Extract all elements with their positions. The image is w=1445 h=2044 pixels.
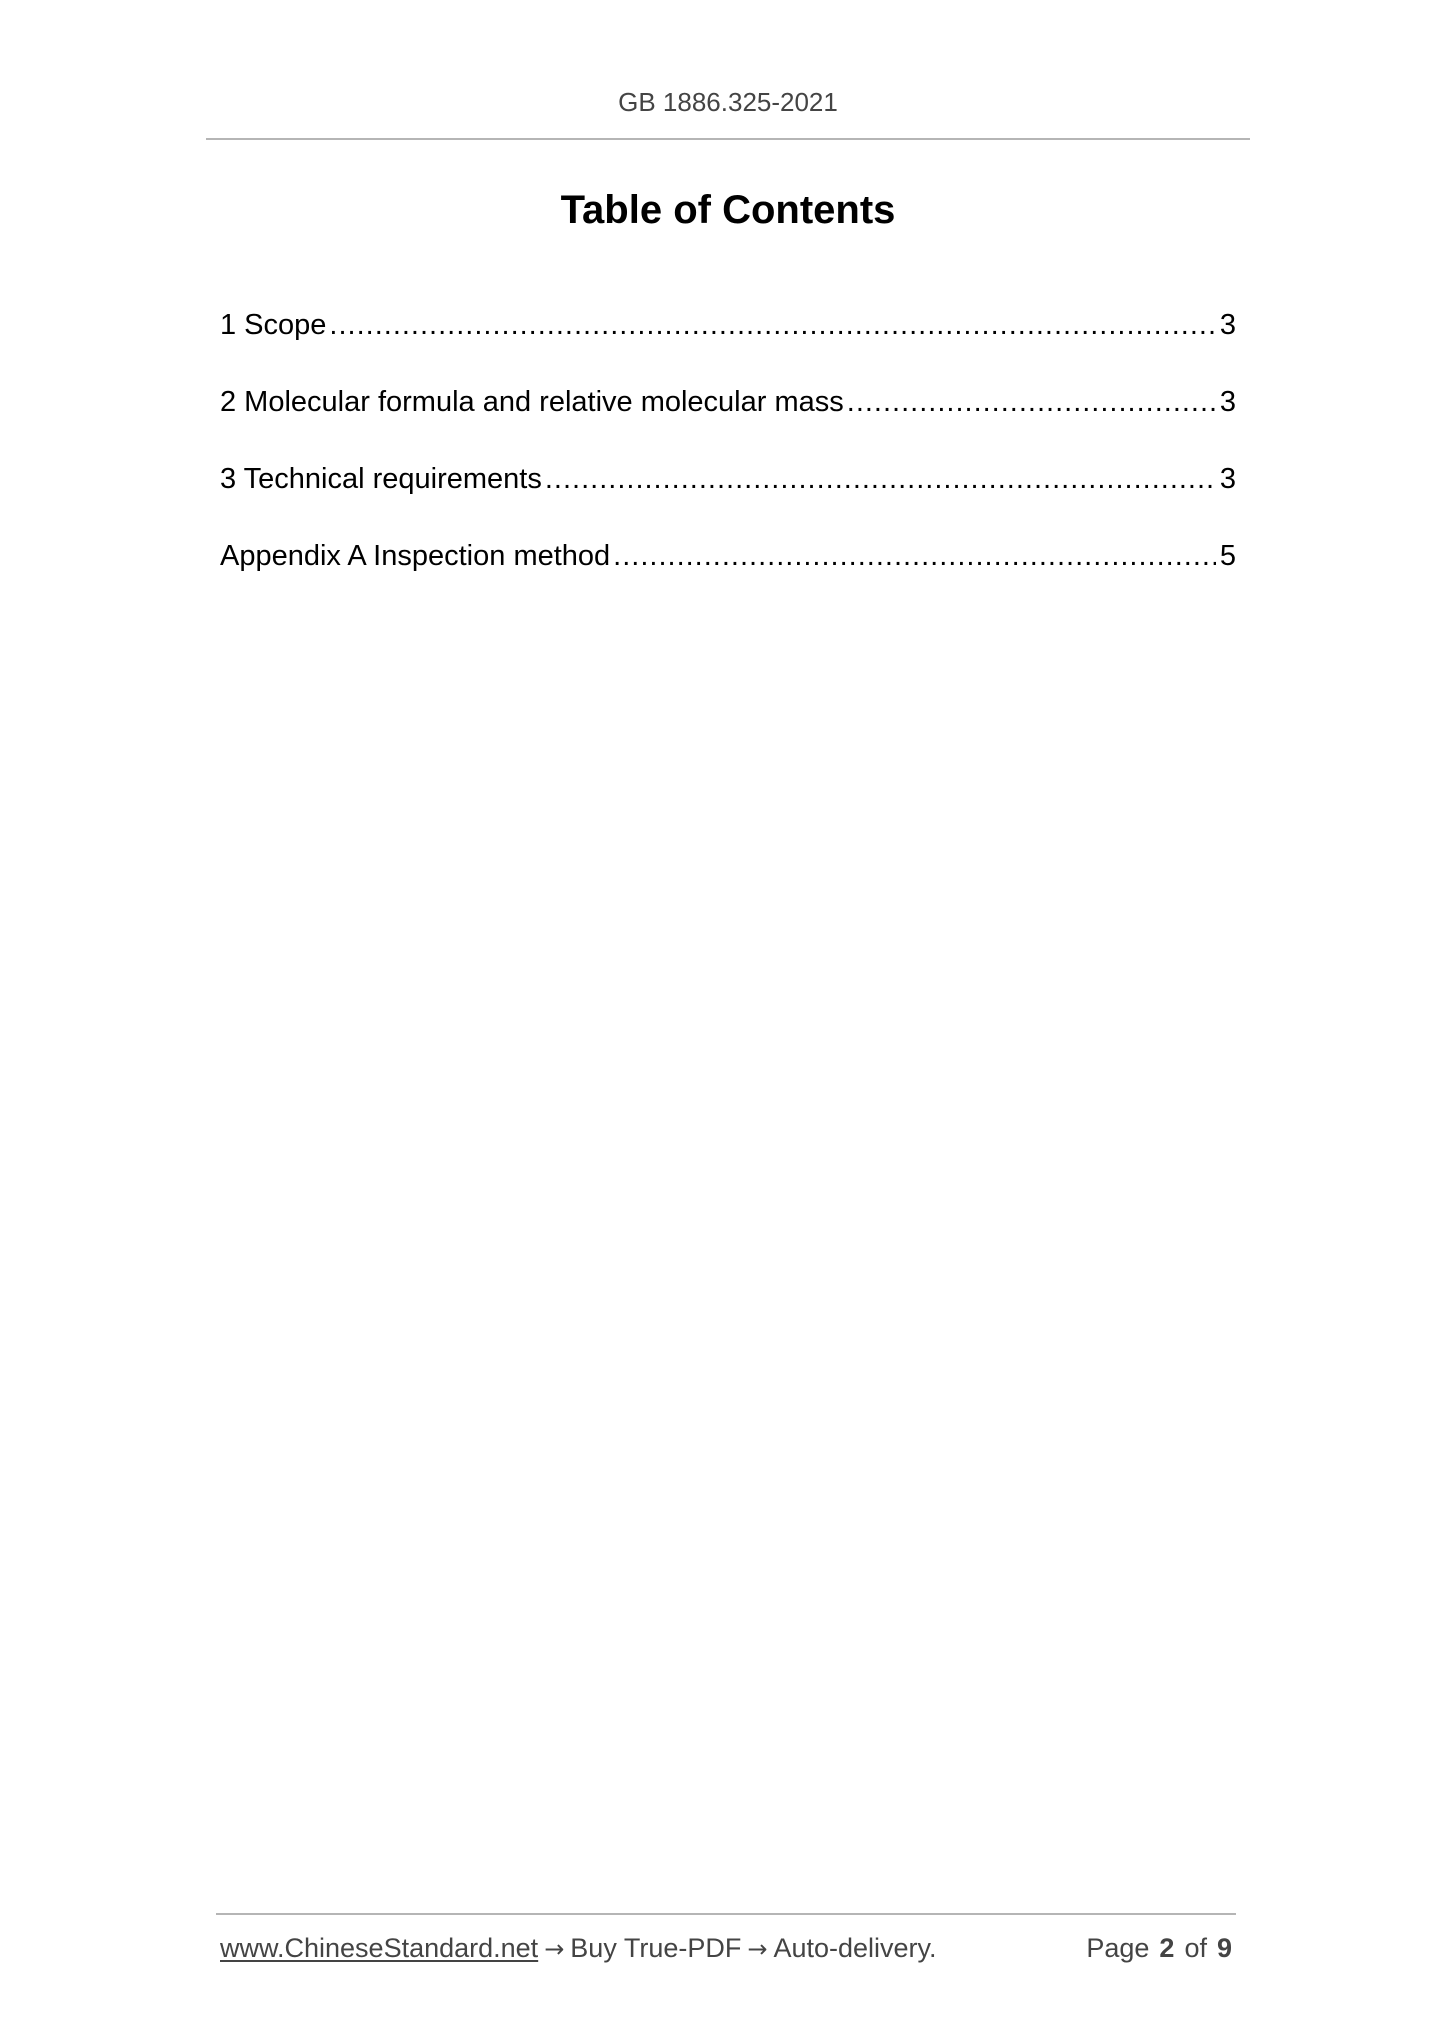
page-word: Page xyxy=(1086,1933,1150,1963)
footer-promo xyxy=(220,1928,937,1969)
of-word: of xyxy=(1184,1933,1207,1963)
delivery-text: Auto-delivery. xyxy=(773,1933,937,1963)
toc-entry-page-number: 3 xyxy=(1219,309,1236,341)
buy-text: Buy True-PDF xyxy=(570,1933,742,1963)
running-header: GB 1886.325-2021 xyxy=(618,87,838,117)
toc-dot-leader xyxy=(847,377,1216,427)
toc-entry-technical-requirements[interactable] xyxy=(220,454,1236,504)
toc-entry-label: Appendix A Inspection method xyxy=(220,540,611,572)
toc-entry-label: 1 Scope xyxy=(220,309,327,341)
toc-entry-appendix-a[interactable] xyxy=(220,531,1236,581)
arrow-right-icon: → xyxy=(544,1935,565,1963)
toc-entry-molecular-formula[interactable] xyxy=(220,377,1236,427)
toc-entry-label: 2 Molecular formula and relative molecular mass xyxy=(220,386,844,418)
website-link[interactable]: www.ChineseStandard.net xyxy=(220,1933,539,1963)
toc-entry-page-number: 3 xyxy=(1219,386,1236,418)
toc-entry-label: 3 Technical requirements xyxy=(220,463,542,495)
total-pages-number: 9 xyxy=(1216,1933,1232,1963)
toc-dot-leader xyxy=(329,300,1215,350)
toc-entry-scope[interactable] xyxy=(220,300,1236,350)
page-footer xyxy=(220,1928,1236,1968)
header-divider xyxy=(206,138,1250,140)
table-of-contents xyxy=(220,300,1236,608)
arrow-right-icon: → xyxy=(747,1935,768,1963)
toc-entry-page-number: 3 xyxy=(1219,463,1236,495)
footer-divider xyxy=(216,1913,1236,1915)
current-page-number: 2 xyxy=(1159,1933,1175,1963)
page-title: Table of Contents xyxy=(560,188,896,232)
page-indicator xyxy=(1086,1928,1232,1968)
toc-entry-page-number: 5 xyxy=(1219,540,1236,572)
toc-dot-leader xyxy=(545,454,1216,504)
toc-dot-leader xyxy=(613,531,1216,581)
